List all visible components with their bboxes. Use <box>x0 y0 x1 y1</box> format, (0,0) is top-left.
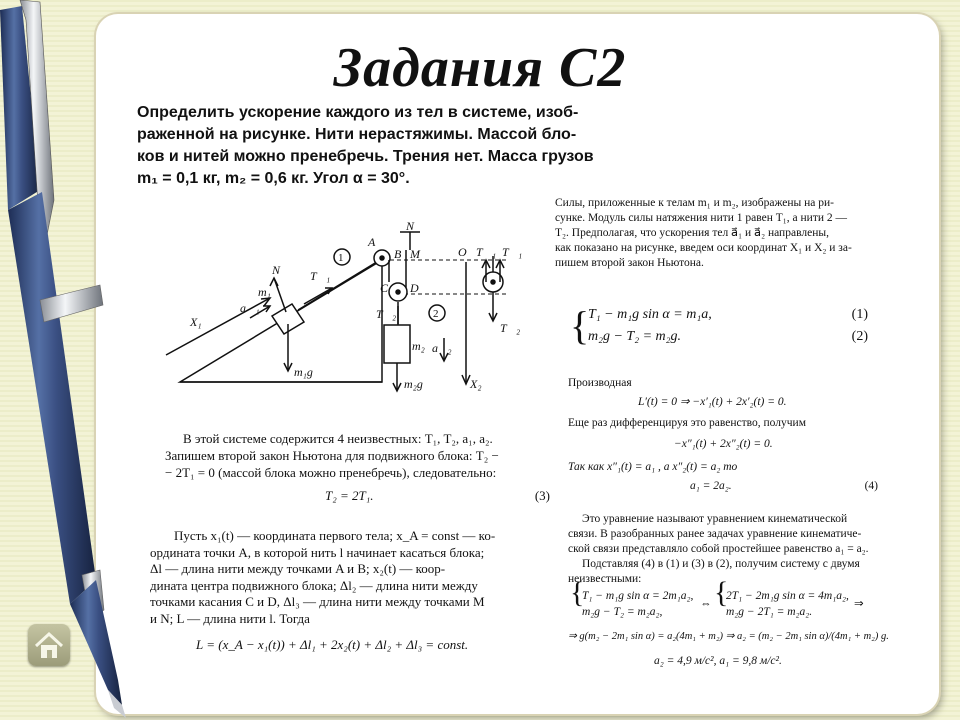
fig-label: B <box>394 247 402 261</box>
formula: m₂g − 2T₁ = m₂a₂. <box>726 606 813 618</box>
eq-number: (1) <box>851 307 868 322</box>
unknowns-block <box>165 430 550 507</box>
text-line: Силы, приложенные к телам m₁ и m₂, изображены на ри- <box>555 197 834 209</box>
eq-number: (3) <box>534 488 550 503</box>
fig-label: X₂ <box>470 377 482 391</box>
fig-label: N <box>406 220 415 233</box>
home-icon <box>28 624 70 666</box>
text-line: T₂. Предполагая, что ускорения тел a⃗₁ и a⃗₂ направлены, <box>555 227 829 239</box>
equation-2: m₂g − T₂ = m₂g. <box>588 329 682 344</box>
fig-label: M <box>410 247 420 261</box>
text-line: связи. В разобранных ранее задачах уравнение кинематиче- <box>568 528 862 540</box>
newton-system <box>570 303 868 348</box>
forces-text <box>555 196 895 271</box>
fig-label: T⃗₁ <box>310 269 331 283</box>
text-line: и N; L — длина нити l. Тогда <box>150 610 310 626</box>
text-line: пишем второй закон Ньютона. <box>555 257 704 269</box>
text-line: точками касания C и D, Δl₃ — длина нити между точками M <box>150 594 485 609</box>
text-line: Это уравнение называют уравнением кинематической <box>582 513 848 525</box>
final-answer: a₂ = 4,9 м/с², a₁ = 9,8 м/с². <box>654 655 782 667</box>
pen-illustration <box>0 0 160 720</box>
fig-label: 2 <box>433 308 439 320</box>
text-line: Δl — длина нити между точками A и B; x₂(t) — коор- <box>150 561 446 576</box>
home-button[interactable] <box>28 624 70 666</box>
text-line: Подставляя (4) в (1) и (3) в (2), получим систему с двумя <box>582 558 860 570</box>
fig-label: T⃗₂ <box>376 307 397 321</box>
formula: ⇒ g(m₂ − 2m₁ sin α) = a₂(4m₁ + m₂) ⇒ a₂ = (m₂ − 2m₁ sin α)/(4m₁ + m₂) g. <box>568 631 889 642</box>
formula: L′(t) = 0 ⇒ −x′₁(t) + 2x′₂(t) = 0. <box>638 396 787 408</box>
formula: a₁ = 2a₂. <box>690 480 732 492</box>
eq-number: (2) <box>851 329 868 344</box>
text-line: сунке. Модуль силы натяжения нити 1 равен T₁, а нити 2 — <box>555 212 848 224</box>
text-line: ордината точки A, в которой нить l начинает касаться блока; <box>150 544 485 560</box>
formula: m₂g − T₂ = m₂a₂, <box>582 606 663 618</box>
fig-label: T⃗₁ <box>502 245 523 259</box>
fig-label: A <box>368 235 376 249</box>
formula: T₁ − m₁g sin α = 2m₁a₂, <box>582 590 694 602</box>
text-line: Производная <box>568 377 632 389</box>
text-line: Запишем второй закон Ньютона для подвижного блока: T₂ − <box>165 448 499 463</box>
fig-label: T⃗₂ <box>500 321 521 335</box>
brace: { <box>570 303 590 348</box>
text-line: дината центра подвижного блока; Δl₂ — длина нити между <box>150 577 478 593</box>
text-line: Еще раз дифференцируя это равенство, получим <box>568 417 806 429</box>
formula: T₂ = 2T₁. <box>325 488 374 503</box>
fig-label: T⃗₁ <box>476 245 497 259</box>
fig-label: N⃗ <box>272 263 290 277</box>
task-line: раженной на рисунке. Нити нерастяжимы. Массой бло- <box>137 126 577 143</box>
eq-number: (4) <box>864 480 878 492</box>
fig-label: m₁ <box>258 285 271 299</box>
fig-label: m₁g⃗ <box>294 365 323 379</box>
equation-1: T₁ − m₁g sin α = m₁a, <box>588 307 712 322</box>
text-line: как показано на рисунке, введем оси координат X₁ и X₂ и за- <box>555 242 852 254</box>
derivative-block <box>568 376 888 497</box>
task-line: ков и нитей можно пренебречь. Трения нет. Масса грузов <box>137 148 594 165</box>
fig-label: X₁ <box>190 315 202 329</box>
fig-label: a⃗₂ <box>432 341 452 355</box>
formula: −x″₁(t) + 2x″₂(t) = 0. <box>674 438 773 450</box>
formula: Так как x″₁(t) = a₁ , а x″₂(t) = a₂ то <box>568 461 738 473</box>
formula: L = (x_A − x₁(t)) + Δl₁ + 2x₂(t) + Δl₂ + Δl₃ = const. <box>196 637 469 652</box>
text-line: неизвестными: <box>568 573 642 585</box>
coordinates-block <box>150 528 535 654</box>
formula: 2T₁ − 2m₁g sin α = 4m₁a₂, <box>726 590 849 602</box>
fig-label: C <box>380 281 389 295</box>
fig-label: a⃗₁ <box>240 301 260 315</box>
task-statement <box>137 102 600 190</box>
page-title: Задания С2 <box>333 37 627 99</box>
fig-label: 1 <box>338 252 344 264</box>
kinematic-block: Это уравнение называют уравнением кинематической связи. В разобранных ранее задачах уравнение кинематиче- ской связи представляло собой простейшее равенство a₁ = a₂. Подставляя (4) в (1) и (3) в (2), получим систему с двумя неизвестными: { T₁ − m₁g sin α = 2m₁a₂, m₂g − T₂ = m₂a₂, ⇔ { 2T₁ − 2m₁g sin α = 4m₁a₂, m₂g − 2T₁ = m₂a₂. ⇒ ⇒ g(m₂ − 2m₁ sin α) = a₂(4m₁ + m₂) ⇒ a₂ = (m₂ − 2m₁ sin α)/(4m₁ + m₂) g. a₂ = 4,9 м/с², a₁ = 9,8 м/с². <box>568 512 898 669</box>
fig-label: O <box>458 245 467 259</box>
physics-figure <box>160 220 530 405</box>
text-line: Пусть x₁(t) — координата первого тела; x_A = const — ко- <box>174 528 496 543</box>
task-line: m₁ = 0,1 кг, m₂ = 0,6 кг. Угол α = 30°. <box>137 170 410 187</box>
fig-label: D <box>410 281 419 295</box>
task-line: Определить ускорение каждого из тел в системе, изоб- <box>137 104 579 121</box>
text-line: − 2T₁ = 0 (массой блока можно пренебречь), следовательно: <box>165 465 497 480</box>
text-line: ской связи представляло собой простейшее равенство a₁ = a₂. <box>568 543 869 555</box>
fig-label: m₂ <box>412 339 425 353</box>
fig-label: m₂g⃗ <box>404 377 433 391</box>
text-line: В этой системе содержится 4 неизвестных: T₁, T₂, a₁, a₂. <box>183 431 493 446</box>
